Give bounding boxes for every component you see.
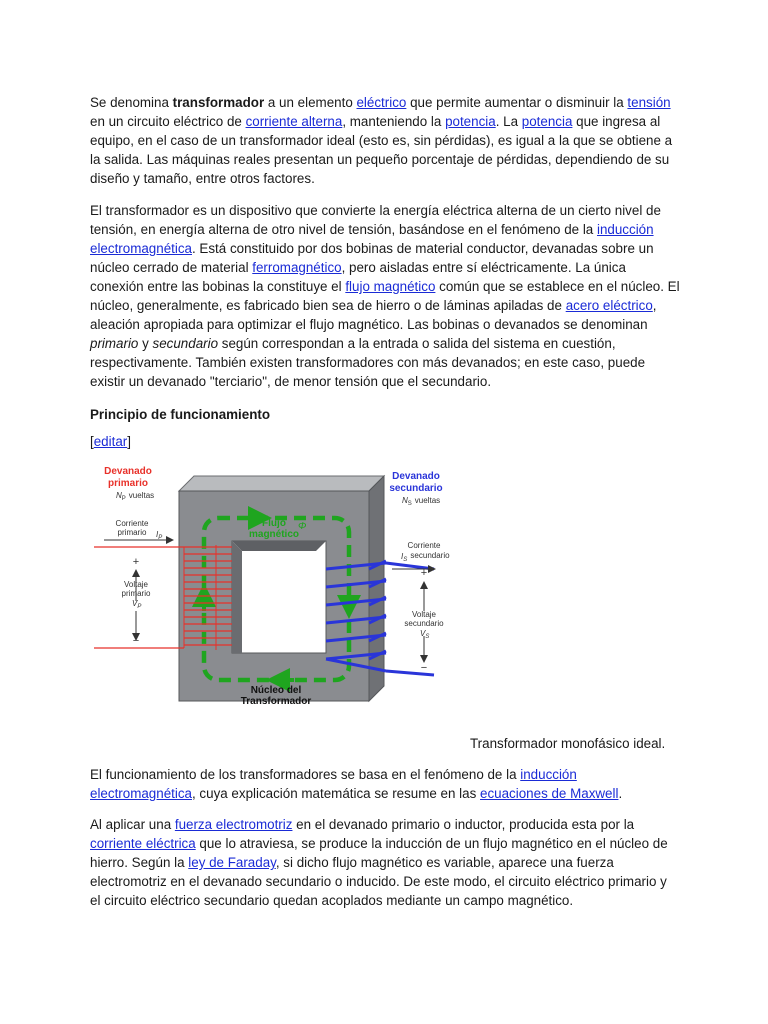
text: que permite aumentar o disminuir la <box>406 95 628 110</box>
text: , aleación apropiada para optimizar el flujo magnético. Las bobinas o devanados se denominan <box>90 298 657 332</box>
link-potencia[interactable]: potencia <box>445 114 496 129</box>
bracket: [ <box>90 434 94 449</box>
symbol: I <box>401 552 404 561</box>
turns-subscript: P <box>121 496 126 502</box>
symbol: V <box>132 599 138 608</box>
text: . La <box>495 114 522 129</box>
subscript: P <box>158 535 163 541</box>
text: en un circuito eléctrico de <box>90 114 246 129</box>
text: en el devanado primario o inductor, producida esta por la <box>292 817 635 832</box>
subscript: P <box>137 604 142 610</box>
subscript: S <box>425 634 430 640</box>
text: según correspondan a la entrada o salida del sistema en cuestión, respectivamente. También existen transformadores con más devanados; en este caso, puede existir un devanado "terciario", de menor tensión que el secundario. <box>90 336 646 389</box>
subscript: S <box>403 557 408 563</box>
plus-sign: + <box>132 556 140 568</box>
text: , manteniendo la <box>342 114 446 129</box>
text: , cuya explicación matemática se resume en las <box>191 786 481 801</box>
symbol: V <box>420 629 426 638</box>
italic-term: primario <box>90 336 139 351</box>
core-window-depth <box>232 541 326 551</box>
transformer-figure <box>94 461 680 763</box>
link-induccion-electromagnetica-2[interactable]: inducción electromagnética <box>90 767 577 801</box>
bold-term: transformador <box>172 95 265 110</box>
text: y <box>138 336 153 351</box>
edit-link[interactable]: editar <box>93 434 128 449</box>
current-secondary-label-1: Corriente <box>407 541 441 550</box>
current-primary-label-2: primario <box>117 528 147 537</box>
turns-symbol: N <box>116 491 122 500</box>
figure-caption: Transformador monofásico ideal. <box>470 736 666 751</box>
flux-symbol: Φ <box>298 521 307 532</box>
text: . Está constituido por dos bobinas de material conductor, devanadas sobre un núcleo cerrado de material <box>90 241 654 275</box>
minus-sign: − <box>132 635 140 647</box>
turns-symbol: N <box>402 496 408 505</box>
text: El funcionamiento de los transformadores se basa en el fenómeno de la <box>90 767 521 782</box>
secondary-title-2: secundario <box>389 483 443 494</box>
core-window-depth <box>232 541 242 653</box>
symbol: I <box>156 530 159 539</box>
section-heading: Principio de funcionamiento <box>90 407 271 422</box>
transformer-diagram <box>94 461 474 726</box>
secondary-turns <box>402 496 440 507</box>
secondary-title-1: Devanado <box>392 471 440 482</box>
current-secondary-label-2: secundario <box>410 551 450 560</box>
flux-label-1: Flujo <box>262 518 286 529</box>
primary-turns <box>116 491 154 502</box>
text: , si dicho flujo magnético es variable, aparece una fuerza electromotriz en el devanado secundario o inducido. De este modo, el circuito eléctrico primario y el circuito eléctrico secundario quedan acoplados mediante un campo magnético. <box>90 855 667 908</box>
flux-label-2: magnético <box>248 529 300 540</box>
core-label-1: Núcleo del <box>250 685 302 696</box>
plus-sign: + <box>420 567 428 579</box>
italic-term: secundario <box>152 336 219 351</box>
link-corriente-alterna[interactable]: corriente alterna <box>245 114 343 129</box>
voltage-secondary-symbol <box>420 629 429 640</box>
text: , pero aisladas entre sí eléctricamente. La única conexión entre las bobinas la constituye el <box>90 260 626 294</box>
primary-title-1: Devanado <box>104 466 152 477</box>
link-potencia-2[interactable]: potencia <box>521 114 573 129</box>
intro-paragraph <box>90 93 680 188</box>
link-acero-electrico[interactable]: acero eléctrico <box>565 298 653 313</box>
turns-subscript: S <box>407 501 412 507</box>
link-electrico[interactable]: eléctrico <box>356 95 407 110</box>
voltage-primary-symbol <box>132 599 141 610</box>
text: a un elemento <box>264 95 357 110</box>
current-secondary-symbol <box>401 552 407 563</box>
text: Al aplicar una <box>90 817 175 832</box>
article-body <box>90 93 680 910</box>
voltage-primary-label-1: Voltaje <box>123 580 149 589</box>
bracket: ] <box>127 434 131 449</box>
text: que lo atraviesa, se produce la inducción de un flujo magnético en el núcleo de hierro. Según la <box>90 836 668 870</box>
link-fuerza-electromotriz[interactable]: fuerza electromotriz <box>174 817 293 832</box>
description-paragraph <box>90 201 680 391</box>
text: . <box>618 786 623 801</box>
voltage-secondary-label-1: Voltaje <box>411 610 437 619</box>
link-induccion-electromagnetica[interactable]: inducción electromagnética <box>90 222 654 256</box>
current-primary-label-1: Corriente <box>115 519 149 528</box>
link-tension[interactable]: tensión <box>627 95 671 110</box>
voltage-primary-label-2: primario <box>121 589 151 598</box>
link-ferromagnetico[interactable]: ferromagnético <box>252 260 342 275</box>
faraday-paragraph <box>90 815 680 910</box>
minus-sign: − <box>420 662 428 674</box>
link-flujo-magnetico[interactable]: flujo magnético <box>345 279 436 294</box>
turns-text: vueltas <box>128 491 155 500</box>
text: El transformador es un dispositivo que convierte la energía eléctrica alterna de un cierto nivel de tensión, en energía alterna de otro nivel de tensión, basándose en el fenómeno de la <box>90 203 661 237</box>
current-primary-symbol <box>156 530 162 541</box>
voltage-secondary-label-2: secundario <box>404 619 444 628</box>
link-ecuaciones-maxwell[interactable]: ecuaciones de Maxwell <box>480 786 619 801</box>
edit-section <box>90 432 680 451</box>
text: Se denomina <box>90 95 173 110</box>
principle-paragraph <box>90 765 680 803</box>
primary-title-2: primario <box>107 478 149 489</box>
core-label-2: Transformador <box>240 696 312 707</box>
link-corriente-electrica[interactable]: corriente eléctrica <box>90 836 196 851</box>
core-top-face <box>179 476 384 491</box>
text: común que se establece en el núcleo. El núcleo, generalmente, es fabricado bien sea de hierro o de láminas apiladas de <box>90 279 680 313</box>
link-ley-faraday[interactable]: ley de Faraday <box>188 855 276 870</box>
text: que ingresa al equipo, en el caso de un transformador ideal (esto es, sin pérdidas), es igual a la que se obtiene a la salida. Las máquinas reales presentan un pequeño porcentaje de pérdidas, dependiendo de su diseño y tamaño, entre otros factores. <box>90 114 673 186</box>
turns-text: vueltas <box>414 496 441 505</box>
